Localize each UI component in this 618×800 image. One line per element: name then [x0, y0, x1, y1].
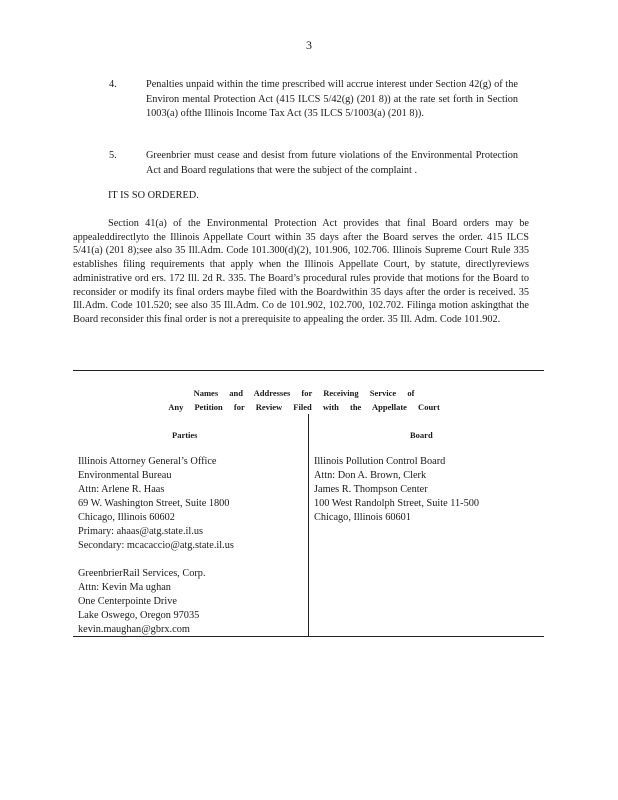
- column-divider: [308, 414, 309, 636]
- parties-header: Parties: [172, 430, 198, 440]
- address-line: Illinois Attorney General’s Office: [78, 456, 217, 467]
- board-header: Board: [410, 430, 433, 440]
- address-line: 100 West Randolph Street, Suite 11-500: [314, 498, 480, 509]
- item-text: Greenbrier must cease and desist from future violations of the Environmental Protection Act and Board regulations that were the subject of the complaint .: [146, 150, 518, 176]
- board-address: [314, 455, 479, 525]
- address-line: Chicago, Illinois 60602: [78, 512, 175, 523]
- item-text: Penalties unpaid within the time prescribed will accrue interest under Section 42(g) of the Environ mental Protection Act (415 ILCS 5/42(g) (201 8)) at the rate set forth in Section 1003(a) ofthe Illinois Income Tax Act (35 ILCS 5/1003(a) (201 8)).: [146, 79, 518, 119]
- address-line: One Centerpointe Drive: [78, 596, 177, 607]
- appeal-paragraph: Section 41(a) of the Environmental Protection Act provides that final Board orders may be appealeddirectlyto the Illinois Appellate Court within 35 days after the Board serves the order. 415 ILCS 5/41(a) (201 8);see also 35 Ill.Adm. Code 101.300(d)(2), 101.906, 102.706. Illinois Supreme Court Rule 335 establishes filing requirements that apply when the Illinois Appellate Court, by statute, directlyreviews administrative ord ers. 172 Ill. 2d R. 335. The Board’s procedural rules provide that motions for the Board to reconsider or modify its final orders maybe filed with the Boardwithin 35 days after the order is received. 35 Ill.Adm. Code 101.520; see also 35 Ill.Adm. Co de 101.902, 102.700, 102.702. Filinga motion askingthat the Board reconsider this final order is not a prerequisite to appealing the order. 35 Ill. Adm. Code 101.902.: [73, 218, 529, 325]
- address-line: Attn: Kevin Ma ughan: [78, 582, 171, 593]
- email-line: kevin.maughan@gbrx.com: [78, 624, 190, 635]
- address-line: Chicago, Illinois 60601: [314, 512, 411, 523]
- party-greenbrier: [78, 567, 206, 637]
- page-number: 3: [306, 38, 312, 52]
- item-number: 5.: [109, 150, 117, 161]
- party-attorney-general: [78, 455, 234, 553]
- address-line: 69 W. Washington Street, Suite 1800: [78, 498, 230, 509]
- address-line: Attn: Arlene R. Haas: [78, 484, 165, 495]
- email-line: Secondary: mcacaccio@atg.state.il.us: [78, 540, 234, 551]
- email-line: Primary: ahaas@atg.state.il.us: [78, 526, 204, 537]
- bottom-divider: [73, 636, 544, 637]
- service-title-line-1: Names and Addresses for Receiving Service of: [193, 388, 415, 398]
- service-title-line-2: Any Petition for Review Filed with the Appellate Court: [168, 402, 440, 412]
- top-divider: [73, 370, 544, 371]
- address-line: James R. Thompson Center: [314, 484, 428, 495]
- item-number: 4.: [109, 79, 117, 90]
- so-ordered-line: IT IS SO ORDERED.: [108, 190, 199, 201]
- address-line: GreenbrierRail Services, Corp.: [78, 568, 206, 579]
- address-line: Lake Oswego, Oregon 97035: [78, 610, 200, 621]
- address-line: Environmental Bureau: [78, 470, 172, 481]
- address-line: Attn: Don A. Brown, Clerk: [314, 470, 427, 481]
- address-line: Illinois Pollution Control Board: [314, 456, 446, 467]
